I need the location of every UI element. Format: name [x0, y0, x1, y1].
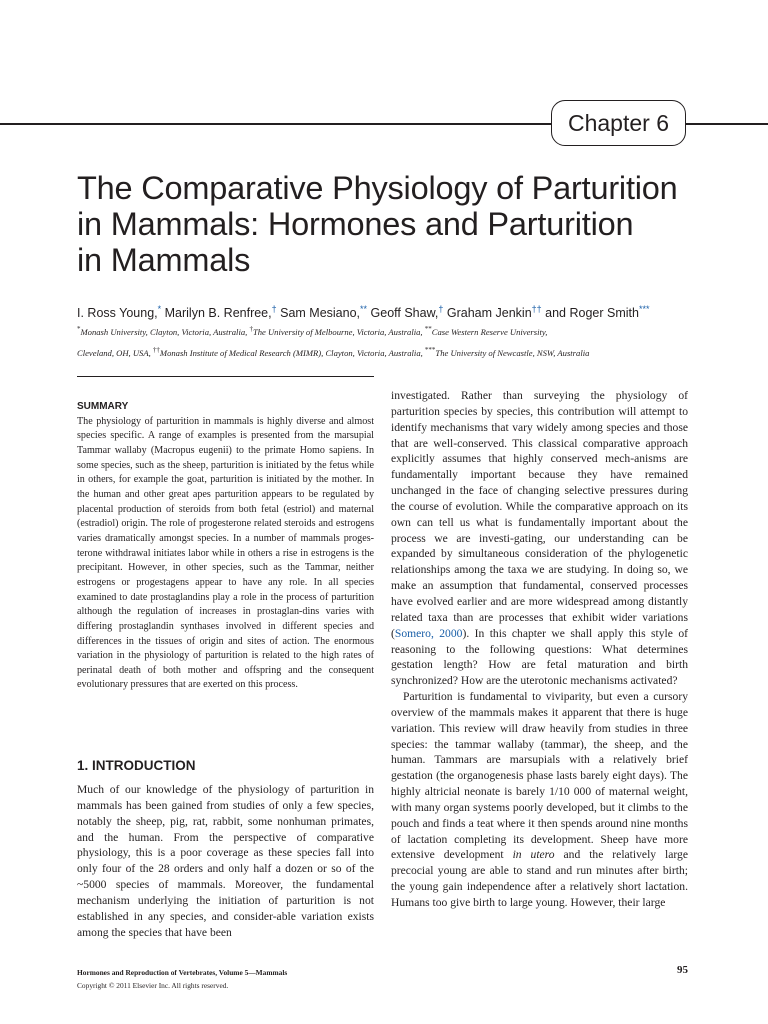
right-column	[391, 388, 688, 911]
author-mark[interactable]: †	[438, 304, 444, 314]
title-line: in Mammals: Hormones and Parturition	[77, 206, 634, 242]
summary-text: The physiology of parturition in mammals is highly diverse and almost species specific. A range of examples is presented from the marsupial Tammar wallaby (Macropus eugenii) to the primate Homo sapiens. In some species, such as the sheep, parturition is initiated by the fetus while in others, for example the goat, parturition is initiated by the mother. In the human and other great apes parturition appears to be regulated by placental production of steroids from both fetal (estriol) and maternal (estradiol) origin. The role of progesterone related steroids and estrogens varies dramatically amongst species. In a number of mammals proges-terone withdrawal initiates labor while in others a rise in estrogens is the precipitant. However, in other species, such as the Tammar, neither estrogens or progestagens appear to have any role. In all species examined to date prostaglandins play a role in the process of parturition although the regulation of increases in prostaglan-dins varies with differing prostaglandin synthases involved in different species and differences in the tissues of origin and sites of action. The enormous variation in the physiology of parturition is related to the high rates of perinatal death of both mother and offspring and the consequent evolutionary pressures that are exerted on this process.	[77, 415, 374, 691]
chapter-rule-right	[686, 123, 768, 125]
page-number: 95	[677, 964, 688, 976]
italic-term: in utero	[512, 848, 555, 862]
paragraph-text: investigated. Rather than surveying the physiology of parturition species by species, this contribution will attempt to identify mechanisms that vary widely among species and those that are well-conserved. This classical comparative approach explicitly assumes that highly conserved mech-anisms are fundamentally important because they have remained unchanged in the face of changing selective pressures during the course of evolution. While the comparative approach on its own can tell us what is fundamentally important about the process we are investi-gating, our understanding can be expanded by simultaneous consideration of the phylogenetic relationships among the taxa we are studying. In doing so, we make an assumption that fundamental, conserved processes have evolved earlier and are more widespread among distantly related taxa than are processes that exhibit wider variations (	[391, 389, 688, 640]
affiliation-mark: *	[77, 325, 81, 333]
author-mark[interactable]: **	[360, 304, 368, 314]
title-line: The Comparative Physiology of Parturition	[77, 170, 678, 206]
author-name: I. Ross Young,	[77, 306, 158, 321]
affiliation-mark: ††	[152, 345, 160, 354]
author-mark[interactable]: *	[157, 304, 162, 314]
affiliation-text: Monash Institute of Medical Research (MIMR), Clayton, Victoria, Australia,	[159, 347, 425, 358]
paragraph-text: ). In this chapter we shall apply this style of reasoning to the following questions: What determines gestation length? How are fetal maturation and birth synchronized? How are the uterotonic mechanisms activated?	[391, 626, 688, 688]
affiliation-mark: **	[424, 325, 432, 333]
author-mark[interactable]: †	[271, 304, 277, 314]
affiliation-text: The University of Newcastle, NSW, Australia	[435, 347, 590, 358]
paragraph	[391, 689, 688, 911]
author-name: Graham Jenkin	[446, 306, 532, 321]
chapter-label	[551, 100, 686, 146]
citation-link[interactable]: Somero, 2000	[394, 626, 463, 640]
summary-divider	[77, 376, 374, 377]
paragraph-text: and the relatively large precocial young are able to stand and run minutes after birth; the young gain independence after a relatively short lactation. Humans too give birth to large young. However, their large	[391, 848, 688, 909]
author-mark[interactable]: ***	[638, 304, 650, 314]
author-name: and Roger Smith	[545, 306, 639, 321]
summary-section	[77, 400, 374, 693]
intro-heading: 1. INTRODUCTION	[77, 758, 196, 773]
footer-journal: Hormones and Reproduction of Vertebrates, Volume 5—Mammals	[77, 968, 288, 977]
affiliation-text: The University of Melbourne, Victoria, Australia,	[252, 326, 425, 337]
author-name: Sam Mesiano,	[280, 306, 361, 321]
chapter-rule-left	[0, 123, 552, 125]
chapter-label-text: Chapter 6	[567, 109, 669, 136]
paragraph	[391, 388, 688, 689]
paragraph-text: Parturition is fundamental to viviparity, but even a cursory overview of the mammals makes it apparent that there is huge variation. This review will draw heavily from studies in three species: the tammar wallaby (tammar), the sheep, and the human. Tammars are marsupials with a relatively brief gestation (the organogenesis phase lasts barely eight days). The highly altricial neonate is barely 1/10 000 of maternal weight, with many organ systems poorly developed, but it climbs to the pouch and finds a teat where it then spends around nine months of lactation completing its development. Sheep have more extensive development	[391, 690, 688, 862]
affiliation-mark: ***	[424, 345, 436, 354]
affiliation-mark: †	[249, 325, 253, 333]
intro-text: Much of our knowledge of the physiology of parturition in mammals has been gained from studies of only a few species, notably the sheep, pig, rat, rabbit, some nonhuman primates, and the human. From the perspective of comparative physiology, this is a poor coverage as these species fall into only four of the 28 orders and only half a dozen or so of the ~5000 species of mammals. Moreover, the fundamental mechanism underlying the initiation of parturition is not established in any species, and consider-able variation exists among the species that have been	[77, 783, 374, 939]
affiliation-text: Monash University, Clayton, Victoria, Australia,	[80, 326, 250, 337]
author-list	[77, 304, 717, 320]
affiliations	[77, 320, 697, 362]
page-title	[77, 170, 717, 278]
summary-heading: SUMMARY	[77, 401, 129, 412]
author-mark[interactable]: ††	[531, 304, 542, 314]
author-name: Geoff Shaw,	[370, 306, 439, 321]
affiliation-text: Cleveland, OH, USA,	[77, 347, 153, 358]
author-name: Marilyn B. Renfree,	[164, 306, 272, 321]
affiliation-text: Case Western Reserve University,	[431, 326, 548, 337]
title-line: in Mammals	[77, 242, 251, 278]
footer-copyright: Copyright © 2011 Elsevier Inc. All rights reserved.	[77, 981, 229, 990]
